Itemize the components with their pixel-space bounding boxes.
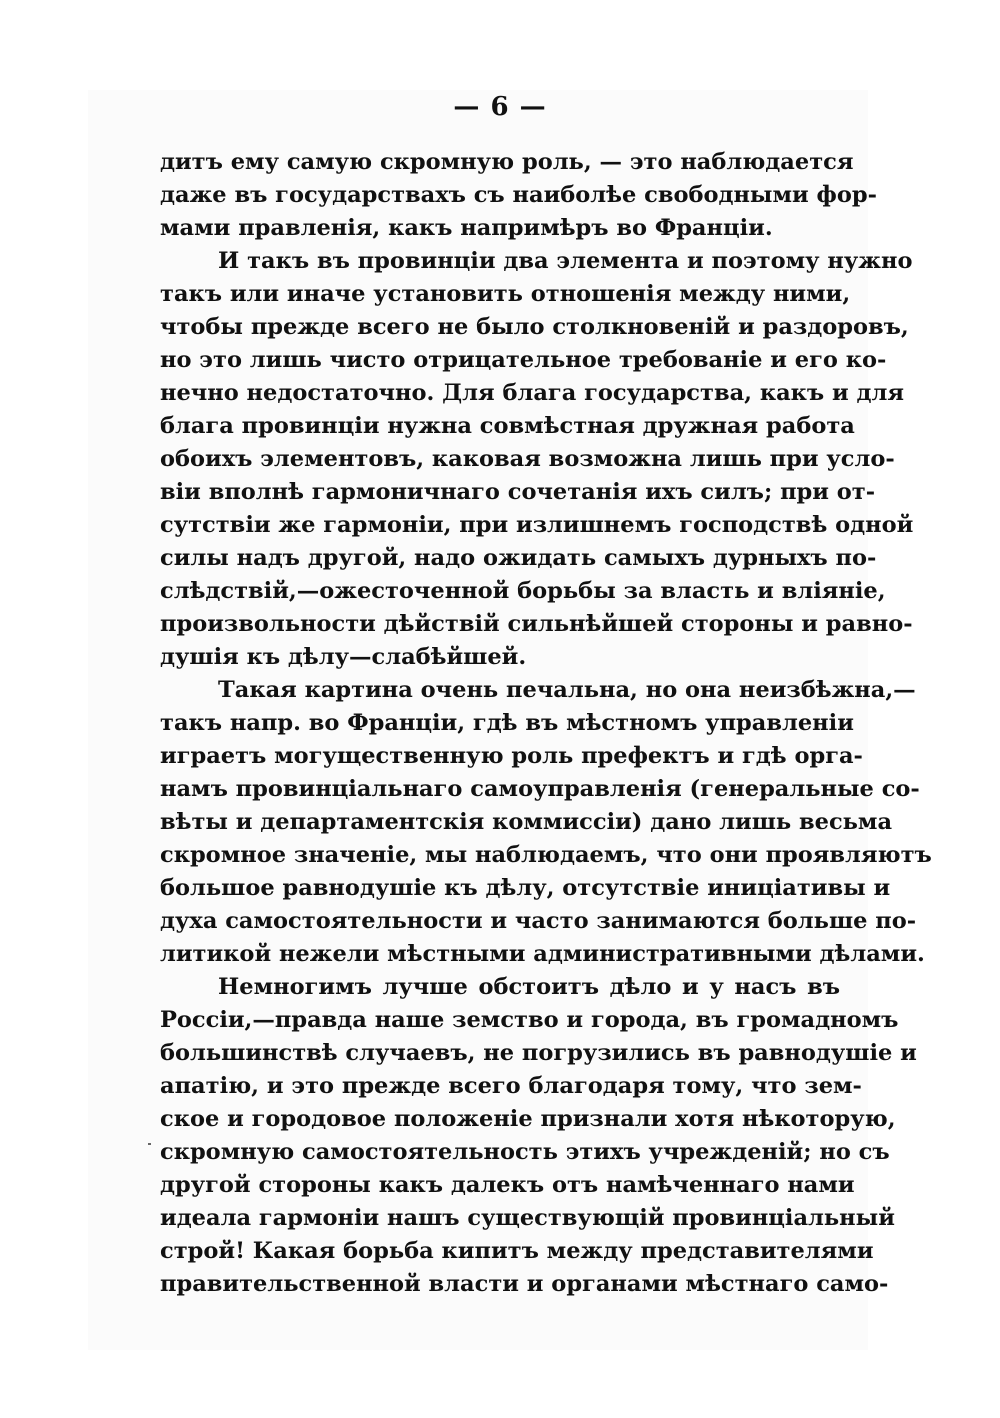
scan-speck xyxy=(148,1143,151,1145)
body-text xyxy=(160,146,932,1301)
paragraph-3 xyxy=(160,674,932,971)
text-line: скромную самостоятельность этихъ учрежденій; но съ xyxy=(160,1139,890,1165)
paragraph-1 xyxy=(160,146,877,245)
text-line: апатію, и это прежде всего благодаря тому, что зем- xyxy=(160,1073,862,1099)
text-line: играетъ могущественную роль префектъ и гдѣ орга- xyxy=(160,743,863,769)
text-line: строй! Какая борьба кипитъ между представителями xyxy=(160,1238,874,1264)
text-line: Немногимъ лучше обстоитъ дѣло и у насъ въ xyxy=(218,974,840,1000)
text-line: чтобы прежде всего не было столкновеній и раздоровъ, xyxy=(160,314,909,340)
text-line: обоихъ элементовъ, каковая возможна лишь при усло- xyxy=(160,446,895,472)
text-line: большинствѣ случаевъ, не погрузились въ равнодушіе и xyxy=(160,1040,917,1066)
paragraph-4 xyxy=(160,971,917,1301)
text-line: Россіи,—правда наше земство и города, въ громадномъ xyxy=(160,1007,899,1033)
page-number: — 6 — xyxy=(453,92,547,122)
text-line: такъ или иначе установить отношенія между ними, xyxy=(160,281,851,307)
text-line: віи вполнѣ гармоничнаго сочетанія ихъ силъ; при от- xyxy=(160,479,876,505)
text-line: духа самостоятельности и часто занимаются больше по- xyxy=(160,908,917,934)
text-line: Такая картина очень печальна, но она неизбѣжна,— xyxy=(218,677,916,703)
text-line: сутствіи же гармоніи, при излишнемъ господствѣ одной xyxy=(160,512,914,538)
paragraph-2 xyxy=(160,245,914,674)
text-line: правительственной власти и органами мѣстнаго само- xyxy=(160,1271,889,1297)
text-line: нечно недостаточно. Для блага государства, какъ и для xyxy=(160,380,905,406)
text-line: такъ напр. во Франціи, гдѣ въ мѣстномъ управленіи xyxy=(160,710,854,736)
text-line: И такъ въ провинціи два элемента и поэтому нужно xyxy=(218,248,913,274)
text-line: мами правленія, какъ напримѣръ во Франціи. xyxy=(160,215,773,241)
text-line: слѣдствій,—ожесточенной борьбы за власть и вліяніе, xyxy=(160,578,886,604)
text-line: вѣты и департаментскія коммиссіи) дано лишь весьма xyxy=(160,809,893,835)
text-line: произвольности дѣйствій сильнѣйшей стороны и равно- xyxy=(160,611,913,637)
text-line: литикой нежели мѣстными административными дѣлами. xyxy=(160,941,925,967)
text-line: другой стороны какъ далекъ отъ намѣченнаго нами xyxy=(160,1172,855,1198)
text-line: ское и городовое положеніе признали хотя нѣкоторую, xyxy=(160,1106,896,1132)
text-line: дитъ ему самую скромную роль, — это наблюдается xyxy=(160,149,854,175)
text-line: намъ провинціальнаго самоуправленія (генеральные со- xyxy=(160,776,920,802)
text-line: но это лишь чисто отрицательное требованіе и его ко- xyxy=(160,347,887,373)
text-line: душія къ дѣлу—слабѣйшей. xyxy=(160,644,527,670)
text-line: даже въ государствахъ съ наиболѣе свободными фор- xyxy=(160,182,877,208)
text-line: идеала гармоніи нашъ существующій провинціальный xyxy=(160,1205,895,1231)
text-line: большое равнодушіе къ дѣлу, отсутствіе иниціативы и xyxy=(160,875,891,901)
text-line: блага провинціи нужна совмѣстная дружная работа xyxy=(160,413,855,439)
text-line: силы надъ другой, надо ожидать самыхъ дурныхъ по- xyxy=(160,545,877,571)
text-line: скромное значеніе, мы наблюдаемъ, что они проявляютъ xyxy=(160,842,932,868)
